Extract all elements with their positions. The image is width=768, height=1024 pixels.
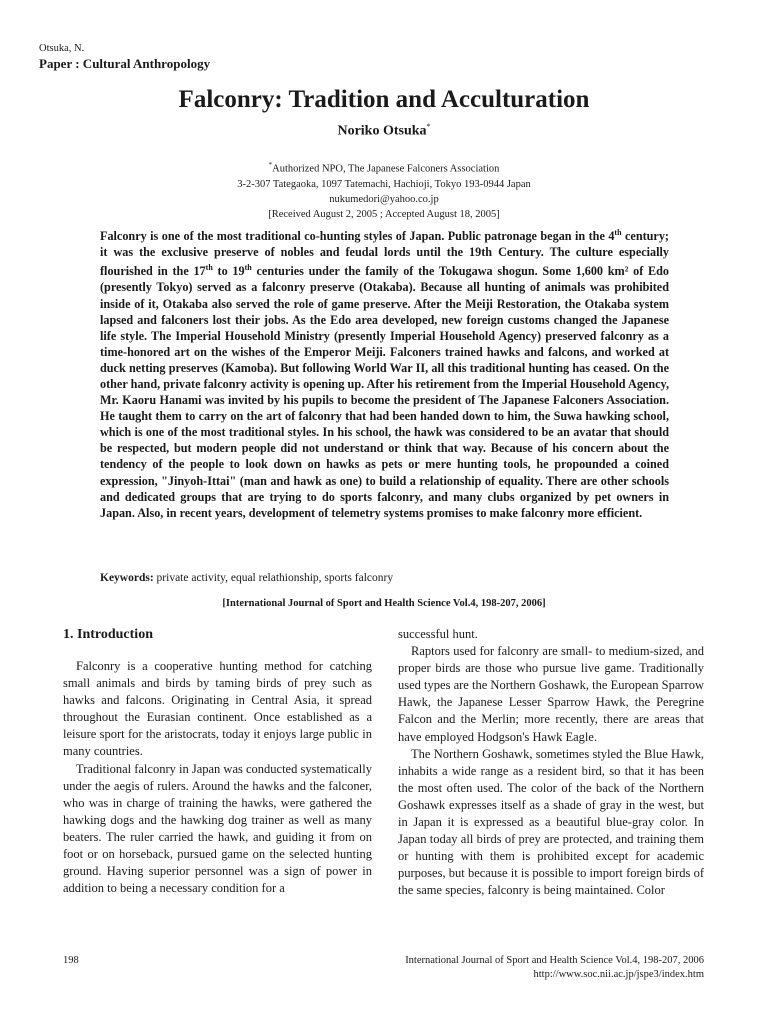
- paper-title: Falconry: Tradition and Acculturation: [178, 86, 590, 113]
- body-left-column: [63, 626, 372, 897]
- abstract-sup-1: th: [614, 228, 622, 237]
- affiliation-mark: *: [268, 161, 273, 169]
- affiliation-block: [0, 158, 768, 222]
- affiliation-org-text: Authorized NPO, The Japanese Falconers Association: [272, 163, 500, 175]
- footer-url[interactable]: http://www.soc.nii.ac.jp/jspe3/index.htm: [533, 969, 704, 980]
- footer-journal: International Journal of Sport and Health Science Vol.4, 198-207, 2006: [405, 955, 704, 966]
- body-paragraph-continuation: successful hunt.: [398, 627, 478, 641]
- running-header-author: Otsuka, N.: [39, 43, 85, 54]
- author-footnote-mark: *: [426, 122, 431, 131]
- body-paragraph: The Northern Goshawk, sometimes styled the Blue Hawk, inhabits a wide range as a resident bird, so that it has been the most often used. The color of the back of the Northern Goshawk expresses itself as a shade of gray in the west, but in Japan it is expressed as a beautiful blue-gray color. In Japan today all birds of prey are protected, and training them or hunting with them is prohibited except for academic purposes, but because it is possible to import foreign birds of the same species, falconry is being maintained. Color: [398, 746, 704, 898]
- abstract: [100, 225, 669, 521]
- section-heading-introduction: 1. Introduction: [63, 627, 153, 642]
- keywords-text: private activity, equal relathionship, sports falconry: [153, 572, 394, 584]
- affiliation-email[interactable]: nukumedori@yahoo.co.jp: [329, 193, 439, 205]
- body-paragraph: Falconry is a cooperative hunting method for catching small animals and birds by taming birds of prey such as hawks and falcons. Originating in Central Asia, it spread throughout the Eurasian continent. Once established as a leisure sport for the aristocrats, today it enjoys large public in many countries.: [63, 659, 372, 759]
- keywords: [100, 572, 669, 584]
- body-paragraph: Raptors used for falconry are small- to medium-sized, and proper birds are those who pursue live game. Traditionally used types are the Northern Goshawk, the European Sparrow Hawk, the Japanese Lesser Sparrow Hawk, the Peregrine Falcon and the Merlin; more recently, there are areas that have employed Hodgson's Hawk Eagle.: [398, 644, 704, 744]
- abstract-part-1: Falconry is one of the most traditional co-hunting styles of Japan. Public patronage began in the 4: [100, 229, 615, 244]
- received-accepted-dates: [Received August 2, 2005 ; Accepted August 18, 2005]: [268, 209, 500, 221]
- author-line: [0, 122, 768, 140]
- page-number: 198: [63, 955, 79, 966]
- abstract-part-3: to 19: [212, 264, 245, 279]
- author-name: Noriko Otsuka: [337, 123, 427, 139]
- abstract-sup-3: th: [244, 263, 252, 273]
- affiliation-org: [0, 158, 768, 177]
- body-right-column: [398, 626, 704, 900]
- affiliation-address: 3-2-307 Tategaoka, 1097 Tatemachi, Hachioji, Tokyo 193-0944 Japan: [237, 178, 531, 190]
- body-paragraph: Traditional falconry in Japan was conducted systematically under the aegis of rulers. Around the hawks and the falconer, who was in charge of training the hawks, were gathered the hawking dogs and the hawking dog trainer as well as many beaters. The ruler carried the hawk, and guiding it from on foot or on horseback, pursued game on the selected hunting ground. Having superior personnel was a sign of power in addition to being a necessary condition for a: [63, 761, 372, 896]
- keywords-label: Keywords:: [100, 572, 154, 584]
- abstract-part-4: centuries under the family of the Tokugawa shogun. Some 1,600 km² of Edo (presently Tokyo) served as a falconry preserve (Otakaba). Because all hunting of animals was prohibited inside of it, Otakaba also served the role of game preserve. After the Meiji Restoration, the Otakaba system lapsed and falconers lost their jobs. As the Edo area developed, new foreign customs changed the Japanese life style. The Imperial Household Ministry (presently Imperial Household Agency) preserved falconry as a time-honored art on the wishes of the Emperor Meiji. Falconers trained hawks and falcons, and worked at duck netting preserves (Kamoba). But following World War II, all this traditional hunting has ceased. On the other hand, private falconry activity is opening up. After his retirement from the Imperial Household Agency, Mr. Kaoru Hanami was invited by his pupils to become the president of The Japanese Falconers Association. He taught them to carry on the art of falconry that had been handed down to him, the Suwa hawking school, which is one of the most traditional styles. In his school, the hawk was considered to be an avatar that should be respected, but modern people did not understand or think that way. Because of his concern about the tendency of the people to look down on hawks as pets or mere hunting tools, he propounded a coined expression, "Jinyoh-Ittai" (man and hawk as one) to build a relationship of equality. There are other schools and dedicated groups that are trying to do sports falconry, and many clubs organized by pet owners in Japan. Also, in recent years, development of telemetry systems promises to make falconry more efficient.: [100, 264, 669, 520]
- running-header-section: Paper : Cultural Anthropology: [39, 56, 211, 71]
- abstract-sup-2: th: [205, 263, 213, 273]
- journal-citation: [International Journal of Sport and Health Science Vol.4, 198-207, 2006]: [222, 598, 546, 609]
- abstract-part-2: century; it was the exclusive preserve of nobles and feudal lords until the 19th Century. The culture especially flourished in the 17: [100, 229, 669, 279]
